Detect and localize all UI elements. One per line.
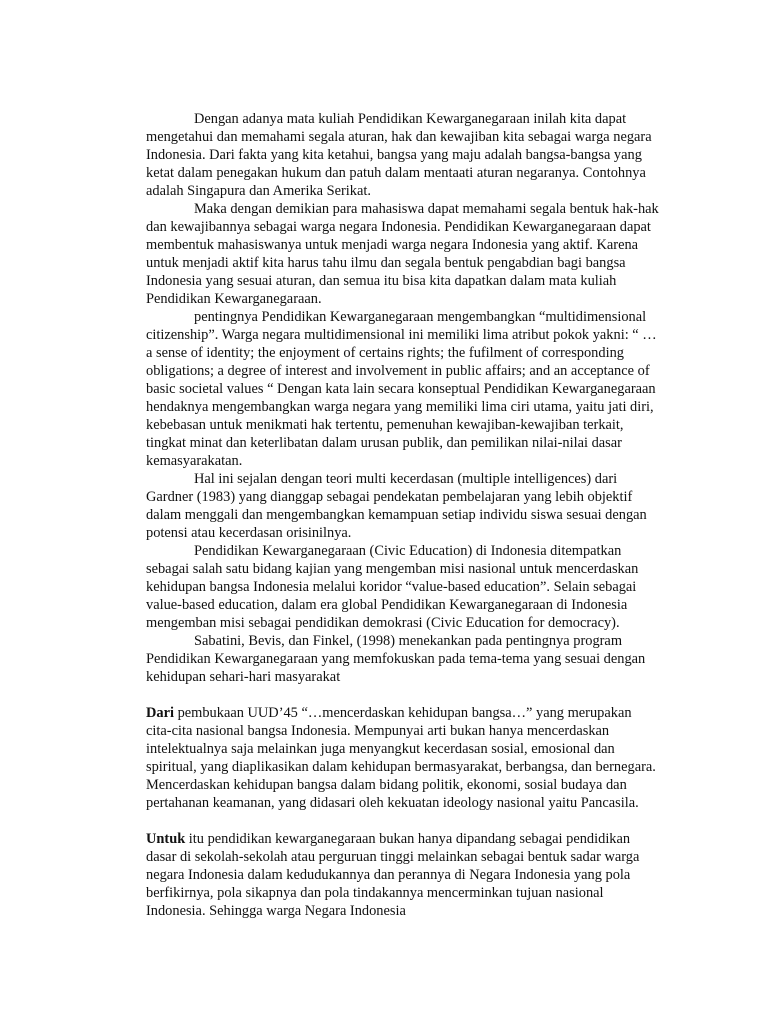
paragraph-dari-text: pembukaan UUD’45 “…mencerdaskan kehidupan bangsa…” yang merupakan cita-cita nasional bangsa Indonesia. Mempunyai arti bukan hanya mencerdaskan intelektualnya saja melainkan juga menyangkut kecerdasan sosial, emosional dan spiritual, yang diaplikasikan dalam kehidupan bermasyarakat, berbangsa, dan bernegara. Mencerdaskan kehidupan bangsa dalam bidang politik, ekonomi, sosial budaya dan pertahanan keamanan, yang didasari oleh kekuatan ideology nasional yaitu Pancasila. (146, 705, 656, 811)
paragraph-multidimensional-citizenship: pentingnya Pendidikan Kewarganegaraan mengembangkan “multidimensional citizenship”. Warga negara multidimensional ini memiliki lima atribut pokok yakni: “ …a sense of identity; the enjoyment of certains rights; the fufilment of corresponding obligations; a degree of interest and involvement in public affairs; and an acceptance of basic societal values “ Dengan kata lain secara konseptual Pendidikan Kewarganegaraan hendaknya mengembangkan warga negara yang memiliki lima ciri utama, yaitu jati diri, kebebasan untuk menikmati hak tertentu, pemenuhan kewajiban-kewajiban terkait, tingkat minat dan keterlibatan dalam urusan publik, dan pemilikan nilai-nilai dasar kemasyarakatan. (146, 309, 657, 469)
paragraph-sabatini: Sabatini, Bevis, dan Finkel, (1998) menekankan pada pentingnya program Pendidikan Kewarganegaraan yang memfokuskan pada tema-tema yang sesuai dengan kehidupan sehari-hari masyarakat (146, 633, 646, 685)
lead-word-untuk: Untuk (146, 831, 186, 847)
paragraph-untuk-text: itu pendidikan kewarganegaraan bukan hanya dipandang sebagai pendidikan dasar di sekolah-sekolah atau perguruan tinggi melainkan sebagai bentuk sadar warga negara Indonesia dalam kedudukannya dan perannya di Negara Indonesia yang pola berfikirnya, pola sikapnya dan pola tindakannya mencerminkan tujuan nasional Indonesia. Sehingga warga Negara Indonesia (146, 831, 640, 919)
paragraph-spacer (146, 686, 660, 704)
document-page (146, 110, 660, 920)
paragraph-mahasiswa: Maka dengan demikian para mahasiswa dapat memahami segala bentuk hak-hak dan kewajibannya sebagai warga negara Indonesia. Pendidikan Kewarganegaraan dapat membentuk mahasiswanya untuk menjadi warga negara Indonesia yang aktif. Karena untuk menjadi aktif kita harus tahu ilmu dan segala bentuk pengabdian bagi bangsa Indonesia yang sesuai aturan, dan semua itu bisa kita dapatkan dalam mata kuliah Pendidikan Kewarganegaraan. (146, 201, 659, 307)
paragraph-gardner: Hal ini sejalan dengan teori multi kecerdasan (multiple intelligences) dari Gardner (1983) yang dianggap sebagai pendekatan pembelajaran yang lebih objektif dalam menggali dan mengembangkan kemampuan setiap individu siswa sesuai dengan potensi atau kecerdasan orisinilnya. (146, 471, 647, 541)
lead-word-dari: Dari (146, 705, 174, 721)
paragraph-spacer (146, 812, 660, 830)
paragraph-civic-education: Pendidikan Kewarganegaraan (Civic Education) di Indonesia ditempatkan sebagai salah satu bidang kajian yang mengemban misi nasional untuk mencerdaskan kehidupan bangsa Indonesia melalui koridor “value-based education”. Selain sebagai value-based education, dalam era global Pendidikan Kewarganegaraan di Indonesia mengemban misi sebagai pendidikan demokrasi (Civic Education for democracy). (146, 543, 639, 631)
paragraph-untuk (146, 830, 660, 920)
paragraph-mata-kuliah: Dengan adanya mata kuliah Pendidikan Kewarganegaraan inilah kita dapat mengetahui dan memahami segala aturan, hak dan kewajiban kita sebagai warga negara Indonesia. Dari fakta yang kita ketahui, bangsa yang maju adalah bangsa-bangsa yang ketat dalam penegakan hukum dan patuh dalam mentaati aturan negaranya. Contohnya adalah Singapura dan Amerika Serikat. (146, 111, 652, 199)
paragraph-dari (146, 704, 660, 812)
